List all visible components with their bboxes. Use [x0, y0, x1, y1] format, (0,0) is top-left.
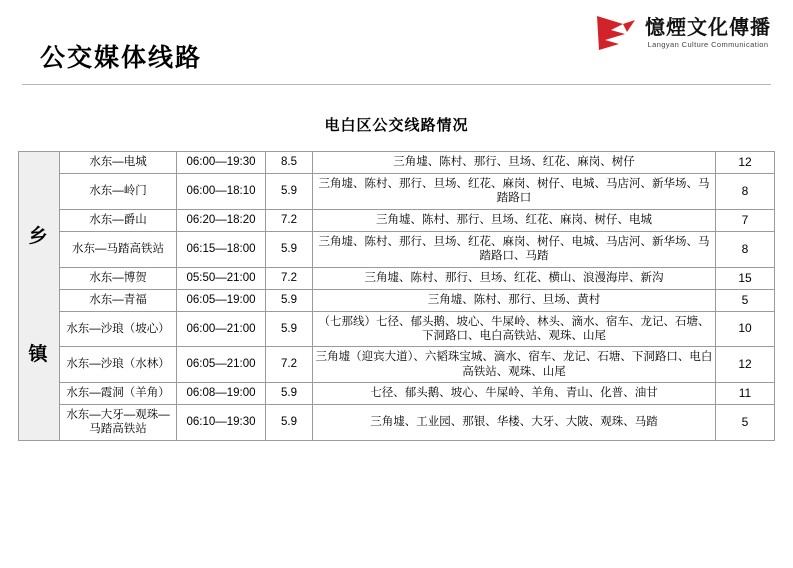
route-name: 水东—沙琅（水林）	[60, 347, 177, 383]
route-length: 8.5	[266, 152, 313, 174]
route-name: 水东—沙琅（坡心）	[60, 311, 177, 347]
table-caption: 电白区公交线路情况	[324, 117, 469, 134]
route-count: 7	[716, 209, 775, 231]
route-stops: 七径、郁头鹅、坡心、牛屎岭、羊角、青山、化普、油甘	[313, 383, 716, 405]
table-row	[19, 174, 775, 210]
route-name: 水东—霞洞（羊角）	[60, 383, 177, 405]
route-stops: 三角墟、陈村、那行、旦场、红花、麻岗、树仔、电城	[313, 209, 716, 231]
route-time: 06:15—18:00	[177, 231, 266, 267]
page-header	[0, 0, 793, 84]
route-name: 水东—马踏高铁站	[60, 231, 177, 267]
group-label-text-1: 乡	[28, 225, 50, 247]
route-count: 8	[716, 174, 775, 210]
route-stops: 三角墟、陈村、那行、旦场、红花、麻岗、树仔	[313, 152, 716, 174]
route-name: 水东—青福	[60, 289, 177, 311]
route-length: 5.9	[266, 289, 313, 311]
route-count: 8	[716, 231, 775, 267]
title-divider	[22, 84, 771, 85]
route-time: 06:10—19:30	[177, 405, 266, 441]
route-time: 05:50—21:00	[177, 267, 266, 289]
brand-logo	[593, 10, 771, 56]
route-length: 5.9	[266, 174, 313, 210]
route-time: 06:20—18:20	[177, 209, 266, 231]
route-length: 7.2	[266, 347, 313, 383]
route-count: 12	[716, 347, 775, 383]
route-count: 15	[716, 267, 775, 289]
routes-table	[18, 151, 775, 441]
group-label-text-2: 镇	[28, 344, 50, 366]
route-name: 水东—爵山	[60, 209, 177, 231]
route-time: 06:05—19:00	[177, 289, 266, 311]
route-length: 5.9	[266, 231, 313, 267]
group-label-cell	[19, 152, 60, 441]
route-stops: 三角墟、陈村、那行、旦场、红花、麻岗、树仔、电城、马店河、新华场、马踏路口、马踏	[313, 231, 716, 267]
route-time: 06:00—21:00	[177, 311, 266, 347]
route-name: 水东—岭门	[60, 174, 177, 210]
route-length: 5.9	[266, 405, 313, 441]
route-stops: 三角墟（迎宾大道）、六韬珠宝城、滴水、宿车、龙记、石塘、下洞路口、电白高铁站、观珠、山尾	[313, 347, 716, 383]
route-name: 水东—电城	[60, 152, 177, 174]
table-row	[19, 289, 775, 311]
table-row	[19, 405, 775, 441]
table-row	[19, 231, 775, 267]
logo-mark-icon	[593, 10, 639, 56]
route-count: 5	[716, 405, 775, 441]
route-time: 06:00—19:30	[177, 152, 266, 174]
route-count: 12	[716, 152, 775, 174]
logo-english-name: Langyan Culture Communication	[647, 40, 769, 50]
route-time: 06:08—19:00	[177, 383, 266, 405]
route-name: 水东—大牙—观珠—马踏高铁站	[60, 405, 177, 441]
route-stops: 三角墟、陈村、那行、旦场、红花、横山、浪漫海岸、新沟	[313, 267, 716, 289]
route-stops: 三角墟、工业园、那银、华楼、大牙、大陂、观珠、马踏	[313, 405, 716, 441]
route-time: 06:05—21:00	[177, 347, 266, 383]
route-length: 5.9	[266, 311, 313, 347]
logo-chinese-name: 憶煙文化傳播	[645, 15, 771, 40]
route-length: 7.2	[266, 209, 313, 231]
routes-table-body	[19, 152, 775, 441]
table-row	[19, 311, 775, 347]
route-length: 5.9	[266, 383, 313, 405]
table-row	[19, 267, 775, 289]
route-time: 06:00—18:10	[177, 174, 266, 210]
logo-text	[645, 17, 771, 49]
route-stops: 三角墟、陈村、那行、旦场、黄村	[313, 289, 716, 311]
table-row	[19, 383, 775, 405]
route-stops: （七那线）七径、郁头鹅、坡心、牛屎岭、林头、滴水、宿车、龙记、石塘、下洞路口、电白高铁站、观珠、山尾	[313, 311, 716, 347]
route-count: 5	[716, 289, 775, 311]
table-row	[19, 209, 775, 231]
route-name: 水东—博贺	[60, 267, 177, 289]
route-count: 11	[716, 383, 775, 405]
route-count: 10	[716, 311, 775, 347]
route-length: 7.2	[266, 267, 313, 289]
routes-table-wrapper	[18, 151, 775, 441]
route-stops: 三角墟、陈村、那行、旦场、红花、麻岗、树仔、电城、马店河、新华场、马踏路口	[313, 174, 716, 210]
table-row	[19, 347, 775, 383]
page-title: 公交媒体线路	[40, 44, 203, 72]
table-row	[19, 152, 775, 174]
